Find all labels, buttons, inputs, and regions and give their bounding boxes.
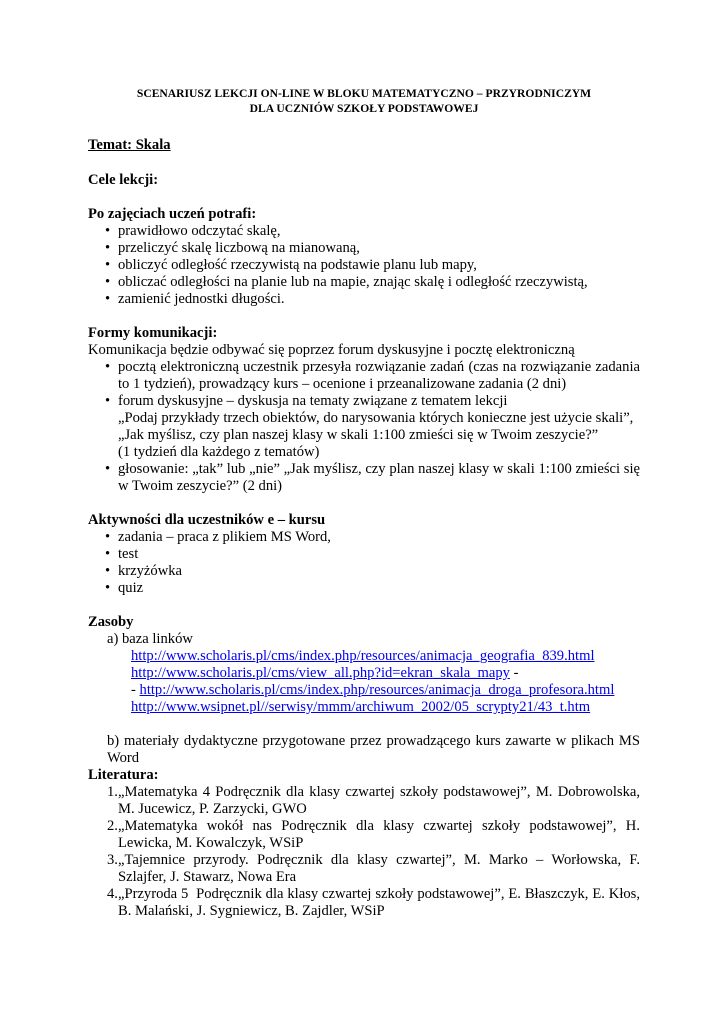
activities-list: [88, 529, 640, 597]
list-item: • obliczać odległości na planie lub na mapie, znając skalę i odległość rzeczywistą,: [88, 274, 640, 291]
communication-intro: Komunikacja będzie odbywać się poprzez forum dyskusyjne i pocztę elektroniczną: [88, 342, 575, 358]
list-item: • zadania – praca z plikiem MS Word,: [88, 529, 640, 546]
header-line-1: SCENARIUSZ LEKCJI ON-LINE W BLOKU MATEMATYCZNO – PRZYRODNICZYM: [136, 87, 592, 100]
literature-heading: Literatura:: [88, 767, 159, 783]
goals-heading: Cele lekcji:: [88, 172, 159, 188]
list-item: • quiz: [88, 580, 640, 597]
list-item: 1. „Matematyka 4 Podręcznik dla klasy czwartej szkoły podstawowej”, M. Dobrowolska, M. Jucewicz, P. Zarzycki, GWO: [107, 784, 640, 817]
list-item: • zamienić jednostki długości.: [88, 291, 640, 308]
document-header: [88, 86, 640, 116]
links-list: [88, 648, 640, 716]
links-label: a) baza linków: [107, 631, 193, 647]
list-item: • prawidłowo odczytać skalę,: [88, 223, 640, 240]
link-separator: -: [131, 682, 140, 698]
list-item: • przeliczyć skalę liczbową na mianowaną,: [88, 240, 640, 257]
list-item: • krzyżówka: [88, 563, 640, 580]
communication-list: [88, 359, 640, 495]
topic-heading: Temat: Skala: [88, 137, 171, 153]
header-line-2: DLA UCZNIÓW SZKOŁY PODSTAWOWEJ: [249, 102, 479, 115]
resource-link-4[interactable]: http://www.wsipnet.pl//serwisy/mmm/archiwum_2002/05_scrypty21/43_t.htm: [131, 699, 591, 715]
list-item: 3. „Tajemnice przyrody. Podręcznik dla klasy czwartej”, M. Marko – Worłowska, F. Szlajfer, J. Stawarz, Nowa Era: [107, 852, 640, 885]
link-separator: -: [509, 665, 519, 681]
list-item: • test: [88, 546, 640, 563]
resource-link-2[interactable]: http://www.scholaris.pl/cms/view_all.php?id=ekran_skala_mapy: [131, 665, 510, 681]
materials-text: b) materiały dydaktyczne przygotowane przez prowadzącego kurs zawarte w plikach MS Word: [107, 733, 640, 766]
activities-heading: Aktywności dla uczestników e – kursu: [88, 512, 326, 528]
forum-duration: (1 tydzień dla każdego z tematów): [118, 444, 320, 460]
forum-question-1: „Podaj przykłady trzech obiektów, do narysowania których konieczne jest użycie skali”,: [118, 410, 634, 426]
list-item: [88, 393, 640, 461]
skills-list: [88, 223, 640, 308]
forum-line: • forum dyskusyjne – dyskusja na tematy związane z tematem lekcji: [118, 393, 508, 409]
list-item: • głosowanie: „tak” lub „nie” „Jak myślisz, czy plan naszej klasy w skali 1:100 zmieści się w Twoim zeszycie?” (2 dni): [88, 461, 640, 495]
resource-link-1[interactable]: http://www.scholaris.pl/cms/index.php/resources/animacja_geografia_839.html: [131, 648, 595, 664]
resource-link-3[interactable]: http://www.scholaris.pl/cms/index.php/resources/animacja_droga_profesora.html: [139, 682, 615, 698]
document-page: [88, 86, 644, 920]
list-item: • pocztą elektroniczną uczestnik przesyła rozwiązanie zadań (czas na rozwiązanie zadania to 1 tydzień), prowadzący kurs – ocenione i przeanalizowane zadania (2 dni): [88, 359, 640, 393]
communication-heading: Formy komunikacji:: [88, 325, 218, 341]
list-item: 4. „Przyroda 5 Podręcznik dla klasy czwartej szkoły podstawowej”, E. Błaszczyk, E. Kłos, B. Malański, J. Sygniewicz, B. Zajdler, WSiP: [107, 886, 644, 919]
skills-heading: Po zajęciach uczeń potrafi:: [88, 206, 257, 222]
resources-heading: Zasoby: [88, 614, 134, 630]
forum-question-2: „Jak myślisz, czy plan naszej klasy w skali 1:100 zmieści się w Twoim zeszycie?”: [118, 427, 599, 443]
list-item: • obliczyć odległość rzeczywistą na podstawie planu lub mapy,: [88, 257, 640, 274]
list-item: 2. „Matematyka wokół nas Podręcznik dla klasy czwartej szkoły podstawowej”, H. Lewicka, M. Kowalczyk, WSiP: [107, 818, 640, 851]
literature-list: [88, 784, 644, 920]
